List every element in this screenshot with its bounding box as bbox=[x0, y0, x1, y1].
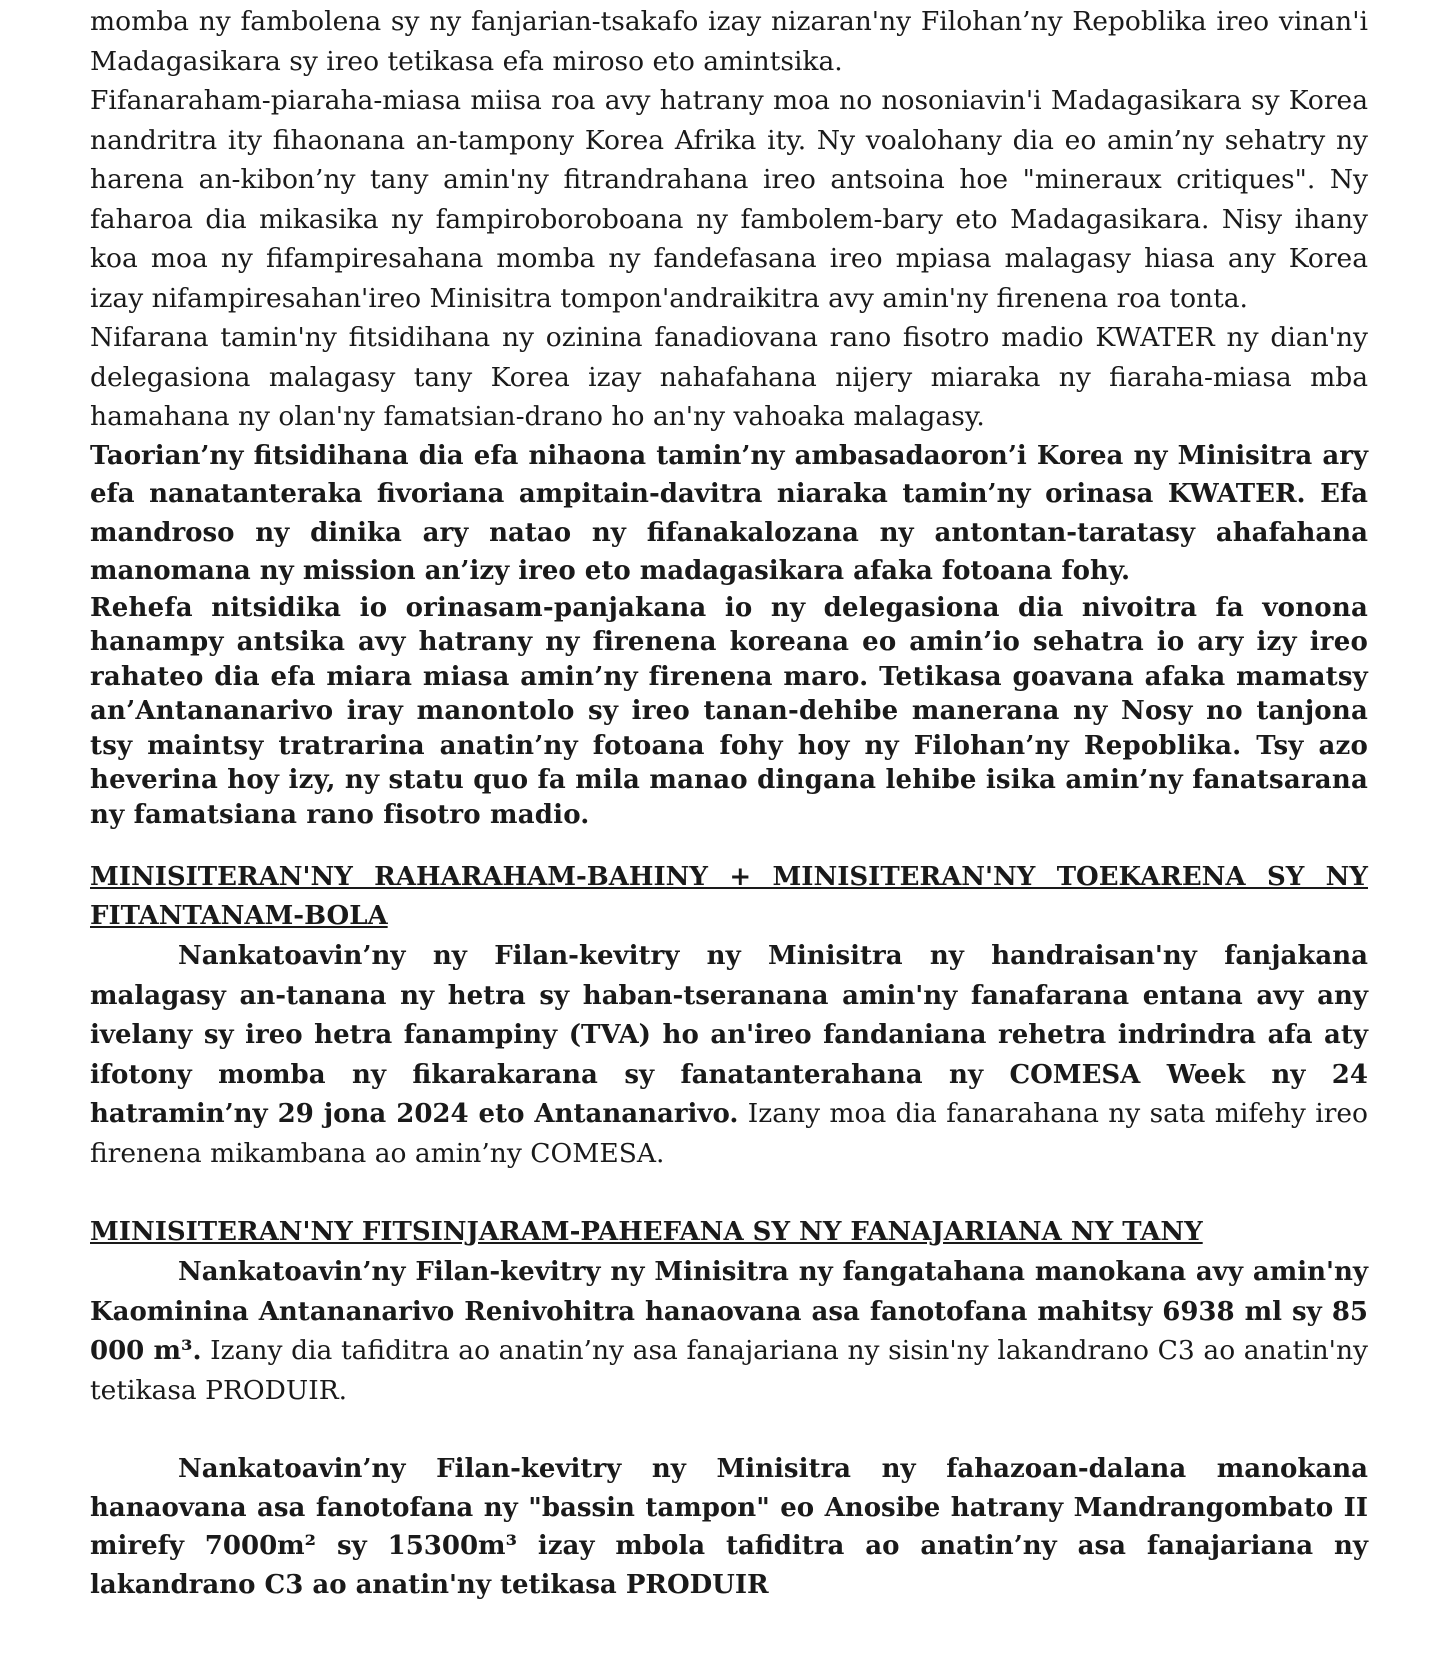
section1-paragraph bbox=[90, 936, 1368, 1173]
section2-p1-bold-text: Nankatoavin’ny Filan-kevitry ny Minisitra ny fangatahana manokana avy amin'ny Kaominina Antananarivo Renivohitra hanaovana asa fanotofana mahitsy 6938 ml sy 85 000 m³. bbox=[90, 1257, 1368, 1366]
intro-paragraph-3: Nifarana tamin'ny fitsidihana ny ozinina fanadiovana rano fisotro madio KWATER ny dian'ny delegasiona malagasy tany Korea izay nahafahana nijery miaraka ny fiaraha-miasa mba hamahana ny olan'ny famatsian-drano ho an'ny vahoaka malagasy. bbox=[90, 322, 1368, 432]
section2-paragraph-1 bbox=[90, 1252, 1368, 1410]
intro-paragraph-1: momba ny fambolena sy ny fanjarian-tsakafo izay nizaran'ny Filohan’ny Repoblika ireo vinan'i Madagasikara sy ireo tetikasa efa miroso eto amintsika. bbox=[90, 6, 1368, 77]
section-heading-decentralization-land: MINISITERAN'NY FITSINJARAM-PAHEFANA SY NY FANAJARIANA NY TANY bbox=[90, 1217, 1203, 1247]
intro-paragraph-4-bold: Taorian’ny fitsidihana dia efa nihaona tamin’ny ambasadaoron’i Korea ny Minisitra ary efa nanatanteraka fivoriana ampitain-davitra niaraka tamin’ny orinasa KWATER. Efa mandroso ny dinika ary natao ny fifanakalozana ny antontan-taratasy ahafahana manomana ny mission an’izy ireo eto madagasikara afaka fotoana fohy. bbox=[90, 440, 1368, 586]
section1-bold-text: Nankatoavin’ny ny Filan-kevitry ny Minisitra ny handraisan'ny fanjakana malagasy an-tanana ny hetra sy haban-tseranana amin'ny fanafarana entana avy any ivelany sy ireo hetra fanampiny (TVA) ho an'ireo fandaniana rehetra indrindra afa aty ifotony momba ny fikarakarana sy fanatanterahana ny COMESA Week ny 24 hatramin’ny 29 jona 2024 eto Antananarivo. bbox=[90, 941, 1368, 1129]
section1-normal-text: Izany moa dia fanarahana ny sata mifehy ireo firenena mikambana ao amin’ny COMESA. bbox=[90, 1098, 1369, 1169]
section-heading-foreign-affairs-economy: MINISITERAN'NY RAHARAHAM-BAHINY + MINISITERAN'NY TOEKARENA SY NY FITANTANAM-BOLA bbox=[90, 862, 1368, 931]
intro-paragraph-5-bold: Rehefa nitsidika io orinasam-panjakana io ny delegasiona dia nivoitra fa vonona hanampy antsika avy hatrany ny firenena koreana eo amin’io sehatra io ary izy ireo rahateo dia efa miara miasa amin’ny firenena maro. Tetikasa goavana afaka mamatsy an’Antananarivo iray manontolo sy ireo tanan-dehibe manerana ny Nosy no tanjona tsy maintsy tratrarina anatin’ny fotoana fohy hoy ny Filohan’ny Repoblika. Tsy azo heverina hoy izy, ny statu quo fa mila manao dingana lehibe isika amin’ny fanatsarana ny famatsiana rano fisotro madio. bbox=[90, 592, 1368, 830]
section2-paragraph-2-bold: Nankatoavin’ny Filan-kevitry ny Minisitra ny fahazoan-dalana manokana hanaovana asa fanotofana ny "bassin tampon" eo Anosibe hatrany Mandrangombato II mirefy 7000m² sy 15300m³ izay mbola tafiditra ao anatin’ny asa fanajariana ny lakandrano C3 ao anatin'ny tetikasa PRODUIR bbox=[90, 1454, 1368, 1600]
intro-paragraph-2: Fifanaraham-piaraha-miasa miisa roa avy hatrany moa no nosoniavin'i Madagasikara sy Korea nandritra ity fihaonana an-tampony Korea Afrika ity. Ny voalohany dia eo amin’ny sehatry ny harena an-kibon’ny tany amin'ny fitrandrahana ireo antsoina hoe "mineraux critiques". Ny faharoa dia mikasika ny fampiroboroboana ny fambolem-bary eto Madagasikara. Nisy ihany koa moa ny fifampiresahana momba ny fandefasana ireo mpiasa malagasy hiasa any Korea izay nifampiresahan'ireo Minisitra tompon'andraikitra avy amin'ny firenena roa tonta. bbox=[90, 85, 1368, 314]
document-page bbox=[90, 2, 1368, 1604]
section2-p1-normal-text: Izany dia tafiditra ao anatin’ny asa fanajariana ny sisin'ny lakandrano C3 ao anatin'ny tetikasa PRODUIR. bbox=[90, 1335, 1368, 1406]
